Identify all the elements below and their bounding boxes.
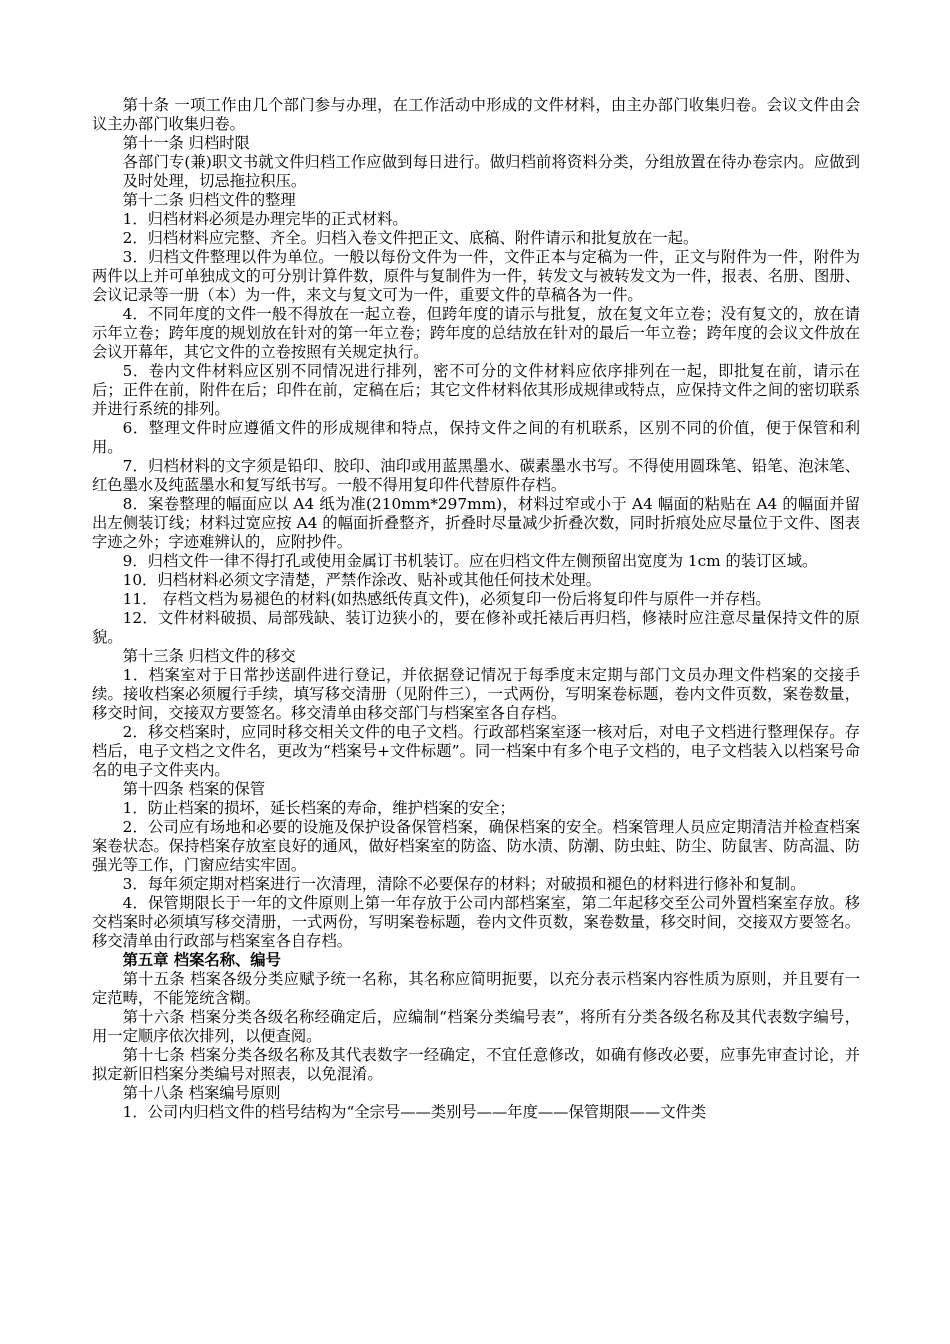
- article-14-item-1: 1．防止档案的损坏，延长档案的寿命，维护档案的安全；: [122, 799, 515, 817]
- article-12-item-6: 6．整理文件时应遵循文件的形成规律和特点，保持文件之间的有机联系，区别不同的价值，便于保管和利用。: [92, 419, 860, 456]
- article-11-body: 各部门专(兼)职文书就文件归档工作应做到每日进行。做归档前将资料分类，分组放置在待办卷宗内。应做到及时处理，切忌拖拉积压。: [122, 153, 860, 190]
- article-12-item-5: 5．卷内文件材料应区别不同情况进行排列，密不可分的文件材料应依序排列在一起，即批复在前，请示在后；正件在前，附件在后；印件在前，定稿在后；其它文件材料依其形成规律或特点，应保持文件之间的密切联系并进行系统的排列。: [92, 362, 860, 418]
- article-12-item-11: 11． 存档文档为易褪色的材料(如热感纸传真文件)，必须复印一份后将复印件与原件一并存档。: [122, 590, 771, 608]
- article-12-item-12: 12．文件材料破损、局部残缺、装订边狭小的，要在修补或托裱后再归档，修裱时应注意尽量保持文件的原貌。: [92, 609, 860, 646]
- article-12-item-4: 4．不同年度的文件一般不得放在一起立卷，但跨年度的请示与批复，放在复文年立卷；没有复文的，放在请示年立卷；跨年度的规划放在针对的第一年立卷；跨年度的总结放在针对的最后一年立卷；跨年度的会议文件放在会议开幕年，其它文件的立卷按照有关规定执行。: [92, 305, 860, 361]
- article-12-item-7: 7．归档材料的文字须是铅印、胶印、油印或用蓝黑墨水、碳素墨水书写。不得使用圆珠笔、铅笔、泡沫笔、红色墨水及纯蓝墨水和复写纸书写。一般不得用复印件代替原件存档。: [92, 457, 860, 494]
- article-13-item-2: 2．移交档案时，应同时移交相关文件的电子文档。行政部档案室逐一核对后，对电子文档进行整理保存。存档后，电子文档之文件名，更改为“档案号+文件标题”。同一档案中有多个电子文档的，电子文档装入以档案号命名的电子文件夹内。: [92, 723, 860, 779]
- article-18-item-1: 1．公司内归档文件的档号结构为“全宗号——类别号——年度——保管期限——文件类: [122, 1103, 707, 1121]
- article-17: 第十七条 档案分类各级名称及其代表数字一经确定，不宜任意修改，如确有修改必要，应事先审查讨论，并拟定新旧档案分类编号对照表，以免混淆。: [92, 1046, 860, 1083]
- article-12-item-8: 8．案卷整理的幅面应以 A4 纸为准(210mm*297mm)，材料过窄或小于 A4 幅面的粘贴在 A4 的幅面并留出左侧装订线；材料过宽应按 A4 的幅面折叠整齐，折叠时尽量减少折叠次数，同时折痕处应尽量位于文件、图表字迹之外；字迹难辨认的，应附抄件。: [92, 495, 860, 551]
- article-18-heading: 第十八条 档案编号原则: [122, 1084, 281, 1102]
- article-14-item-3: 3．每年须定期对档案进行一次清理，清除不必要保存的材料；对破损和褪色的材料进行修补和复制。: [122, 875, 806, 893]
- article-15: 第十五条 档案各级分类应赋予统一名称，其名称应简明扼要，以充分表示档案内容性质为原则，并且要有一定范畴，不能笼统含糊。: [92, 970, 860, 1007]
- article-14-item-2: 2．公司应有场地和必要的设施及保护设备保管档案，确保档案的安全。档案管理人员应定期清洁并检查档案案卷状态。保持档案存放室良好的通风，做好档案室的防盗、防水渍、防潮、防虫蛀、防尘、防鼠害、防高温、防强光等工作，门窗应结实牢固。: [92, 818, 860, 874]
- article-14-item-4: 4．保管期限长于一年的文件原则上第一年存放于公司内部档案室，第二年起移交至公司外置档案室存放。移交档案时必须填写移交清册，一式两份，写明案卷标题，卷内文件页数，案卷数量，移交时间，交接双方要签名。移交清单由行政部与档案室各自存档。: [92, 894, 860, 950]
- chapter-5-heading: 第五章 档案名称、编号: [122, 951, 281, 969]
- article-12-heading: 第十二条 归档文件的整理: [122, 191, 296, 209]
- article-12-item-10: 10．归档材料必须文字清楚，严禁作涂改、贴补或其他任何技术处理。: [122, 571, 601, 589]
- article-12-item-9: 9．归档文件一律不得打孔或使用金属订书机装订。应在归档文件左侧预留出宽度为 1cm 的装订区域。: [122, 552, 818, 570]
- article-14-heading: 第十四条 档案的保管: [122, 780, 266, 798]
- article-12-item-2: 2．归档材料应完整、齐全。归档入卷文件把正文、底稿、附件请示和批复放在一起。: [122, 229, 699, 247]
- article-13-item-1: 1．档案室对于日常抄送副件进行登记，并依据登记情况于每季度末定期与部门文员办理文件档案的交接手续。接收档案必须履行手续，填写移交清册（见附件三），一式两份，写明案卷标题，卷内文件页数，案卷数量，移交时间，交接双方要签名。移交清单由移交部门与档案室各自存档。: [92, 666, 860, 722]
- article-10: 第十条 一项工作由几个部门参与办理，在工作活动中形成的文件材料，由主办部门收集归卷。会议文件由会议主办部门收集归卷。: [92, 96, 860, 133]
- article-11-heading: 第十一条 归档时限: [122, 134, 250, 152]
- document-page: [92, 96, 860, 1122]
- article-12-item-1: 1．归档材料必须是办理完毕的正式材料。: [122, 210, 408, 228]
- article-16: 第十六条 档案分类各级名称经确定后，应编制“档案分类编号表”，将所有分类各级名称及其代表数字编号，用一定顺序依次排列，以便查阅。: [92, 1008, 860, 1045]
- article-12-item-3: 3．归档文件整理以件为单位。一般以每份文件为一件，文件正本与定稿为一件，正文与附件为一件，附件为两件以上并可单独成文的可分别计算件数，原件与复制件为一件，转发文与被转发文为一件，报表、名册、图册、会议记录等一册（本）为一件，来文与复文可为一件，重要文件的草稿各为一件。: [92, 248, 860, 304]
- article-13-heading: 第十三条 归档文件的移交: [122, 647, 296, 665]
